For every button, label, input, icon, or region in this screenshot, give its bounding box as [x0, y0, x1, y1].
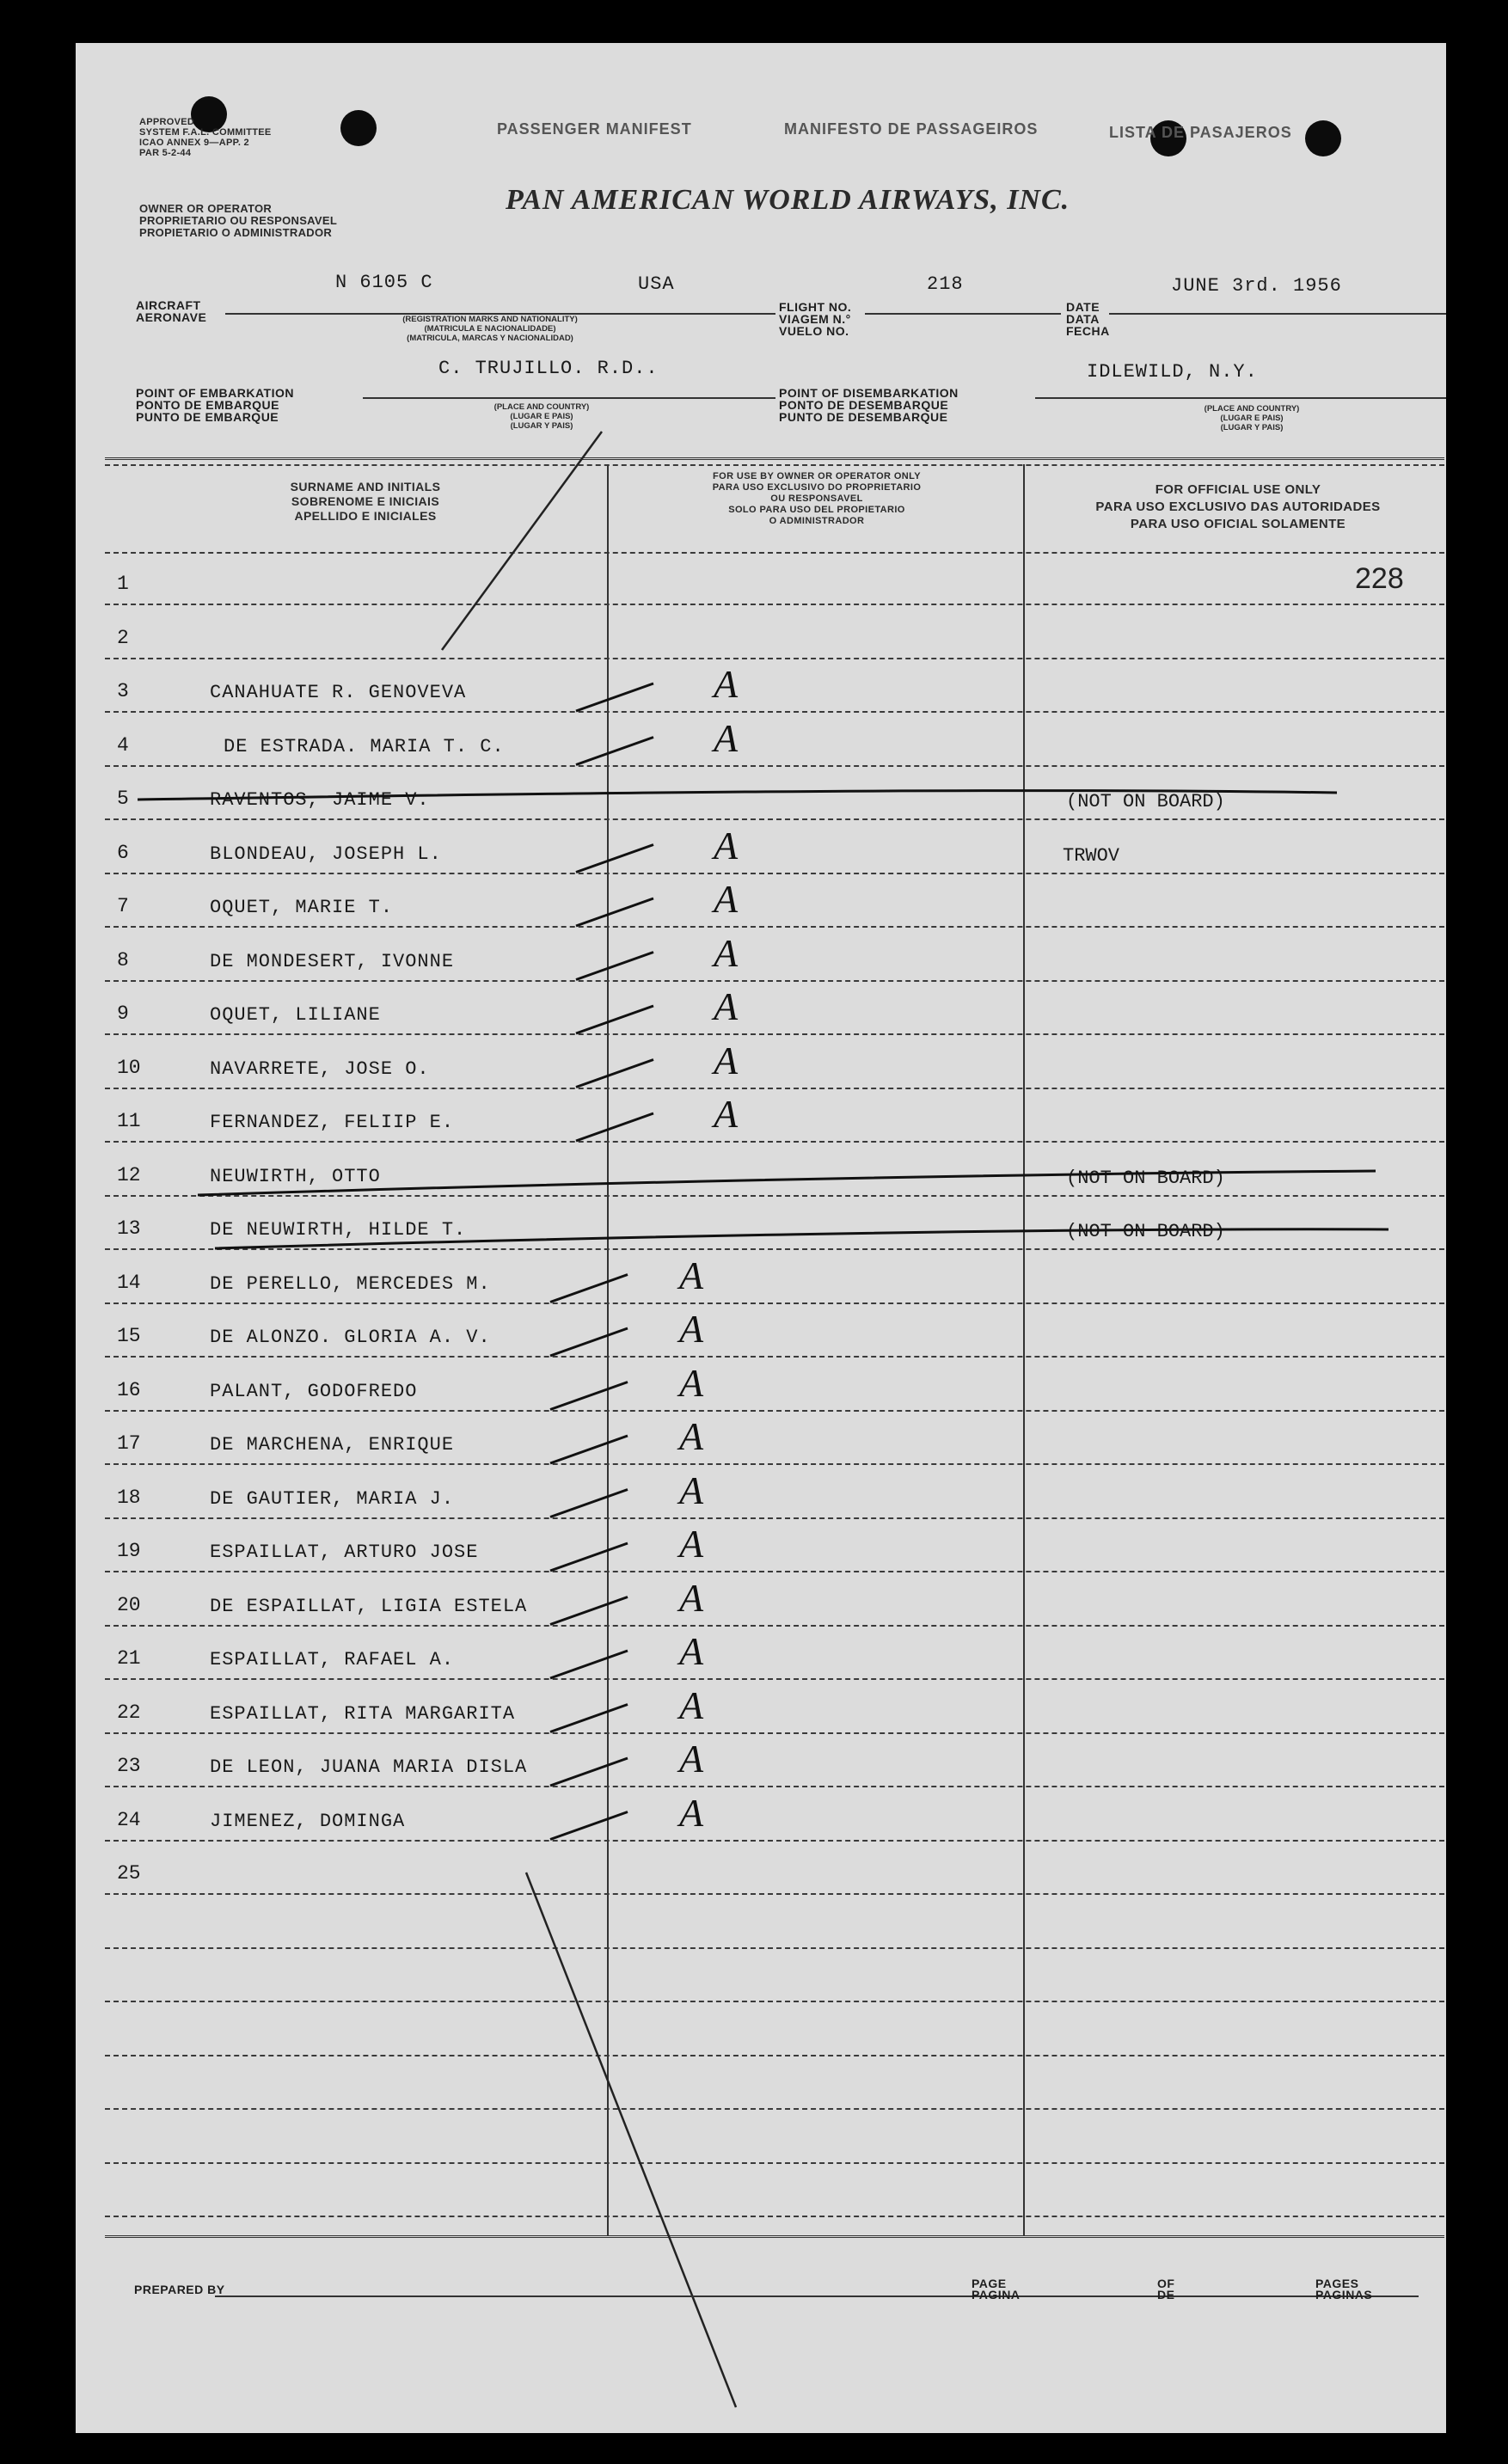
official-note: (NOT ON BOARD) — [1066, 1221, 1225, 1242]
tick-stroke — [576, 845, 653, 873]
tick-stroke — [576, 738, 653, 765]
column-header-official: FOR OFFICIAL USE ONLY PARA USO EXCLUSIVO DAS AUTORIDADES PARA USO OFICIAL SOLAMENTE — [1095, 482, 1381, 531]
airline-name: PAN AMERICAN WORLD AIRWAYS, INC. — [506, 184, 1070, 216]
flight-date: JUNE 3rd. 1956 — [1171, 275, 1342, 297]
passenger-name: BLONDEAU, JOSEPH L. — [210, 843, 442, 865]
row-number: 7 — [117, 895, 129, 917]
row-number: 15 — [117, 1325, 141, 1347]
tick-stroke — [550, 1328, 628, 1356]
passenger-name: ESPAILLAT, ARTURO JOSE — [210, 1542, 479, 1563]
owner-check-mark: A — [714, 823, 739, 867]
row-number: 9 — [117, 1002, 129, 1025]
row-number: 14 — [117, 1271, 141, 1294]
official-note: (NOT ON BOARD) — [1066, 1167, 1225, 1189]
tick-stroke — [550, 1543, 628, 1571]
owner-check-mark: A — [679, 1629, 704, 1673]
owner-check-mark: A — [714, 877, 739, 921]
tick-stroke — [576, 953, 653, 980]
owner-check-mark: A — [679, 1790, 704, 1835]
owner-check-mark: A — [679, 1683, 704, 1727]
passenger-name: PALANT, GODOFREDO — [210, 1380, 418, 1402]
row-number: 6 — [117, 841, 129, 864]
manifest-title-en: PASSENGER MANIFEST — [497, 120, 692, 138]
owner-check-mark: A — [679, 1575, 704, 1620]
aircraft-registration: N 6105 C — [335, 272, 433, 293]
row-number: 22 — [117, 1701, 141, 1724]
tick-stroke — [576, 898, 653, 926]
footer-underline — [215, 2295, 1419, 2297]
row-number: 20 — [117, 1593, 141, 1616]
tick-stroke — [576, 1113, 653, 1141]
tick-stroke — [550, 1275, 628, 1302]
disembarkation-label: POINT OF DISEMBARKATION PONTO DE DESEMBARQUE PUNTO DE DESEMBARQUE — [779, 386, 959, 424]
tick-stroke — [550, 1436, 628, 1463]
flight-label: FLIGHT NO. VIAGEM N.° VUELO NO. — [779, 300, 852, 338]
owner-check-mark: A — [679, 1737, 704, 1781]
of-label: OF DE — [1157, 2277, 1175, 2302]
passenger-name: DE MONDESERT, IVONNE — [210, 950, 455, 972]
passenger-name: DE ESTRADA. MARIA T. C. — [224, 735, 505, 757]
pages-label: PAGES PAGINAS — [1315, 2277, 1373, 2302]
tick-stroke — [550, 1382, 628, 1410]
passenger-name: NEUWIRTH, OTTO — [210, 1165, 381, 1187]
passenger-name: CANAHUATE R. GENOVEVA — [210, 682, 467, 703]
passenger-name: ESPAILLAT, RITA MARGARITA — [210, 1702, 516, 1725]
disembark-place-caption: (PLACE AND COUNTRY) (LUGAR E PAIS) (LUGAR Y PAIS) — [1204, 404, 1300, 432]
embarkation-label: POINT OF EMBARKATION PONTO DE EMBARQUE PUNTO DE EMBARQUE — [136, 386, 294, 424]
owner-check-mark: A — [679, 1307, 704, 1351]
row-number: 11 — [117, 1110, 141, 1132]
row-number: 21 — [117, 1647, 141, 1670]
column-header-owner: FOR USE BY OWNER OR OPERATOR ONLY PARA USO EXCLUSIVO DO PROPRIETARIO OU RESPONSAVEL SOLO PARA USO DEL PROPIETARIO O ADMINISTRADOR — [712, 471, 922, 526]
tick-stroke — [576, 683, 653, 711]
tick-stroke — [576, 1060, 653, 1088]
tick-stroke — [550, 1597, 628, 1625]
tick-stroke — [550, 1651, 628, 1678]
passenger-name: RAVENTOS, JAIME V. — [210, 789, 430, 811]
passenger-name: DE GAUTIER, MARIA J. — [210, 1487, 455, 1510]
row-number: 1 — [117, 573, 129, 595]
passenger-name: DE ALONZO. GLORIA A. V. — [210, 1327, 491, 1348]
row-number: 25 — [117, 1862, 141, 1885]
page-label: PAGE PAGINA — [972, 2277, 1021, 2302]
manifest-title-es: LISTA DE PASAJEROS — [1109, 124, 1292, 141]
passenger-name: DE PERELLO, MERCEDES M. — [210, 1272, 491, 1295]
flight-number: 218 — [927, 273, 964, 295]
owner-check-mark: A — [714, 1038, 739, 1082]
row-number: 13 — [117, 1217, 141, 1240]
disembarkation-point: IDLEWILD, N.Y. — [1087, 361, 1258, 383]
owner-check-mark: A — [679, 1360, 704, 1405]
row-number: 17 — [117, 1432, 141, 1455]
owner-check-mark: A — [714, 1092, 739, 1136]
owner-check-mark: A — [714, 662, 739, 706]
owner-check-mark: A — [714, 984, 739, 1028]
tick-stroke — [550, 1758, 628, 1786]
registration-caption: (REGISTRATION MARKS AND NATIONALITY) (MATRICULA E NACIONALIDADE) (MATRICULA, MARCAS Y NACIONALIDAD) — [402, 315, 578, 343]
passenger-name: OQUET, MARIE T. — [210, 897, 394, 918]
owner-check-mark: A — [679, 1414, 704, 1458]
tick-stroke — [550, 1705, 628, 1732]
row-number: 18 — [117, 1486, 141, 1509]
column-header-names: SURNAME AND INITIALS SOBRENOME E INICIAIS APELLIDO E INICIALES — [290, 480, 441, 523]
row-number: 3 — [117, 680, 129, 702]
manifest-title-pt: MANIFESTO DE PASSAGEIROS — [784, 120, 1039, 138]
date-label: DATE DATA FECHA — [1066, 300, 1110, 338]
row-number: 5 — [117, 788, 129, 810]
owner-check-mark: A — [679, 1468, 704, 1512]
owner-check-mark: A — [679, 1522, 704, 1566]
passenger-name: DE MARCHENA, ENRIQUE — [210, 1434, 455, 1456]
tick-stroke — [550, 1812, 628, 1840]
row-number: 12 — [117, 1163, 141, 1186]
row-number: 10 — [117, 1056, 141, 1079]
row-number: 2 — [117, 626, 129, 649]
row-number: 16 — [117, 1378, 141, 1401]
embark-place-caption: (PLACE AND COUNTRY) (LUGAR E PAIS) (LUGAR Y PAIS) — [493, 402, 590, 431]
prepared-by-label: PREPARED BY — [134, 2283, 225, 2296]
row-number: 23 — [117, 1755, 141, 1777]
aircraft-label: AIRCRAFT AERONAVE — [136, 298, 207, 324]
row-number: 4 — [117, 733, 129, 757]
owner-check-mark: A — [679, 1253, 704, 1297]
passenger-name: DE ESPAILLAT, LIGIA ESTELA — [210, 1595, 528, 1617]
row-number: 24 — [117, 1808, 141, 1831]
owner-label: OWNER OR OPERATOR PROPRIETARIO OU RESPONSAVEL PROPIETARIO O ADMINISTRADOR — [139, 202, 338, 239]
approval-block: APPROVED SYSTEM F.A.L. COMMITTEE ICAO ANNEX 9—APP. 2 PAR 5-2-44 — [139, 117, 272, 158]
official-note: (NOT ON BOARD) — [1066, 791, 1225, 812]
owner-check-mark: A — [714, 715, 739, 760]
passenger-name: OQUET, LILIANE — [210, 1004, 381, 1026]
row-number: 8 — [117, 948, 129, 972]
embarkation-point: C. TRUJILLO. R.D.. — [438, 358, 659, 379]
passenger-name: DE NEUWIRTH, HILDE T. — [210, 1219, 467, 1241]
passenger-name: DE LEON, JUANA MARIA DISLA — [210, 1756, 528, 1778]
passenger-name: ESPAILLAT, RAFAEL A. — [210, 1649, 455, 1670]
official-count: 228 — [1355, 562, 1404, 595]
official-note: TRWOV — [1063, 844, 1120, 867]
row-number: 19 — [117, 1540, 141, 1562]
aircraft-nationality: USA — [638, 273, 675, 295]
owner-check-mark: A — [714, 930, 739, 975]
passenger-name: NAVARRETE, JOSE O. — [210, 1057, 430, 1080]
tick-stroke — [550, 1490, 628, 1517]
passenger-name: JIMENEZ, DOMINGA — [210, 1810, 406, 1832]
passenger-name: FERNANDEZ, FELIIP E. — [210, 1112, 455, 1133]
tick-stroke — [576, 1006, 653, 1033]
